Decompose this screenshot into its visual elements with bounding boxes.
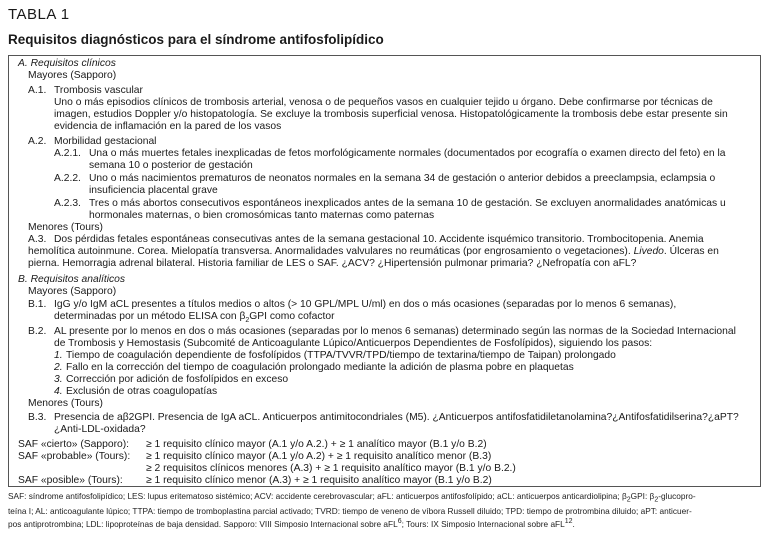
- a3-text-tail: . Úlceras en: [663, 246, 719, 257]
- a23-text-line: Tres o más abortos consecutivos espontáneos inexplicados antes de la semana 10 de gestación. Se excluyen anormalidades anatómicas u: [89, 198, 726, 209]
- b3-label: B.3.: [28, 412, 47, 423]
- footnote-line: [8, 491, 762, 506]
- a3-text-line: [28, 246, 719, 258]
- b2-step-number: 1.: [54, 350, 63, 361]
- fn-l1-post: GPI: β: [630, 491, 655, 501]
- a1-title: Trombosis vascular: [54, 85, 143, 96]
- a3-label: A.3.: [28, 234, 47, 245]
- section-a-menores: Menores (Tours): [28, 222, 103, 233]
- a3-text-line: pierna. Hemorragia adrenal bilateral. Historia familiar de LES o SAF. ¿ACV? ¿Hipertensión pulmonar primaria? ¿Nefropatía con aFL?: [28, 258, 637, 269]
- b2-step-number: 3.: [54, 374, 63, 385]
- a2-title: Morbilidad gestacional: [54, 136, 157, 147]
- b2-step-text: Exclusión de otras coagulopatías: [66, 386, 218, 397]
- a21-text-line: Una o más muertes fetales inexplicadas de fetos morfológicamente normales (documentados por ecografía o examen directo del feto) en la: [89, 148, 726, 159]
- b2-step-number: 2.: [54, 362, 63, 373]
- b2-text-line: AL presente por lo menos en dos o más ocasiones (separadas por lo menos 6 semanas) determinado según las normas de la Sociedad Internacional: [54, 326, 736, 337]
- fn-l3-sup2: 12: [564, 517, 573, 525]
- a3-text-normal: hemolítica autoinmune. Corea. Mielopatía transversa. Anormalidades valvulares no reumáticas (por engrosamiento o vegetaciones).: [28, 246, 631, 257]
- a1-text-line: evidencia de inflamación en la pared de los vasos: [54, 121, 282, 132]
- section-b-menores: Menores (Tours): [28, 398, 103, 409]
- section-a-heading: A. Requisitos clínicos: [18, 58, 116, 69]
- a1-text-line: Uno o más episodios clínicos de trombosis arterial, venosa o de pequeños vasos en cualquier tejido u órgano. Debe confirmarse por técnicas de: [54, 97, 713, 108]
- b3-text-line: ¿Anti-LDL-oxidada?: [54, 424, 146, 435]
- b1-l2-pre: determinadas por un método ELISA con β: [54, 311, 246, 322]
- a22-text-line: Uno o más nacimientos prematuros de neonatos normales en la semana 34 de gestación o anterior debidos a preeclampsia, eclampsia o: [89, 173, 716, 184]
- table-footnote: [8, 491, 762, 529]
- a2-label: A.2.: [28, 136, 47, 147]
- a22-text-line: insuficiencia placental grave: [89, 185, 218, 196]
- footnote-line: [8, 517, 762, 529]
- saf-probable-text: ≥ 1 requisito clínico mayor (A.1 y/o A.2) + ≥ 1 requisito analítico menor (B.3): [146, 451, 492, 462]
- livedo-italic: Livedo: [633, 246, 664, 257]
- fn-l1-pre: SAF: síndrome antifosfolipídico; LES: lupus eritematoso sistémico; ACV: accidente cerebrovascular; aFL: anticuerpos antifosfolípido; aCL: anticuerpos anticardiolipina; β: [8, 491, 627, 501]
- b1-label: B.1.: [28, 299, 47, 310]
- a1-label: A.1.: [28, 85, 47, 96]
- fn-l3-sup1: 6: [397, 517, 402, 525]
- b2-label: B.2.: [28, 326, 47, 337]
- fn-l3-end: .: [572, 518, 575, 529]
- fn-l3-pre: pos antiprotrombina; LDL: lipoproteínas de baja densidad. Sapporo: VIII Simposio Internacional sobre aFL: [8, 518, 398, 529]
- a22-label: A.2.2.: [54, 173, 81, 184]
- fn-l1-sub2: 2: [654, 496, 659, 504]
- section-a-mayores: Mayores (Sapporo): [28, 70, 117, 81]
- saf-posible-text: ≥ 1 requisito clínico menor (A.3) + ≥ 1 requisito analítico mayor (B.1 y/o B.2): [146, 475, 492, 486]
- b1-text-line: IgG y/o IgM aCL presentes a títulos medios o altos (> 10 GPL/MPL U/ml) en dos o más ocasiones (separadas por lo menos 6 semanas),: [54, 299, 677, 310]
- b2-step-text: Fallo en la corrección del tiempo de coagulación prolongado mediante la adición de plasma pobre en plaquetas: [66, 362, 574, 373]
- b2-text-line: de Trombosis y Hemostasis (Subcomité de Anticoagulante Lúpico/Anticuerpos Dependientes de Fosfolípidos), siguiendo los pasos:: [54, 338, 653, 349]
- saf-cierto-label: SAF «cierto» (Sapporo):: [18, 439, 130, 450]
- b1-l2-post: GPI como cofactor: [249, 311, 335, 322]
- a23-label: A.2.3.: [54, 198, 81, 209]
- b3-text-line: Presencia de aβ2GPI. Presencia de IgA aCL. Anticuerpos antimitocondriales (M5). ¿Anticuerpos antifosfatidiletanolamina?¿Antifosfatidilserina?¿aPT?: [54, 412, 739, 423]
- table-title: Requisitos diagnósticos para el síndrome antifosfolipídico: [8, 32, 384, 47]
- saf-probable-label: SAF «probable» (Tours):: [18, 451, 131, 462]
- footnote-line: teína I; AL: anticoagulante lúpico; TTPA: tiempo de tromboplastina parcial activado; TVRD: tiempo de veneno de víbora Russell diluido; TPD: tiempo de protrombina diluido; aPT: anticuer-: [8, 506, 692, 517]
- b1-text-line: [54, 311, 335, 327]
- saf-cierto-text: ≥ 1 requisito clínico mayor (A.1 y/o A.2.) + ≥ 1 analítico mayor (B.1 y/o B.2): [146, 439, 487, 450]
- fn-l1-sub: 2: [626, 496, 631, 504]
- b2-step-text: Tiempo de coagulación dependiente de fosfolípidos (TTPA/TVVR/TPD/tiempo de textarina/tiempo de Taipan) prolongado: [66, 350, 616, 361]
- saf-probable-text: ≥ 2 requisitos clínicos menores (A.3) + ≥ 1 requisito analítico mayor (B.1 y/o B.2.): [146, 463, 516, 474]
- a21-label: A.2.1.: [54, 148, 81, 159]
- requirements-box: [8, 55, 761, 487]
- table-label: TABLA 1: [8, 6, 70, 23]
- a23-text-line: hormonales maternas, o bien cromosómicas tanto maternas como paternas: [89, 210, 435, 221]
- b1-l2-sub: 2: [245, 317, 250, 325]
- section-b-mayores: Mayores (Sapporo): [28, 286, 117, 297]
- saf-posible-label: SAF «posible» (Tours):: [18, 475, 123, 486]
- a1-text-line: imagen, estudios Doppler y/o histopatología. Se excluye la trombosis superficial venosa. Histopatológicamente la trombosis debe estar presente sin: [54, 109, 728, 120]
- fn-l1-tail: -glucopro-: [658, 491, 696, 501]
- b2-step-number: 4.: [54, 386, 63, 397]
- section-b-heading: B. Requisitos analíticos: [18, 274, 126, 285]
- b2-step-text: Corrección por adición de fosfolípidos en exceso: [66, 374, 289, 385]
- fn-l3-mid: ; Tours: IX Simposio Internacional sobre aFL: [401, 518, 565, 529]
- a21-text-line: semana 10 o posterior de gestación: [89, 160, 253, 171]
- a3-text-line: Dos pérdidas fetales espontáneas consecutivas antes de la semana gestacional 10. Accidente isquémico transitorio. Trombocitopenia. Anemia: [54, 234, 704, 245]
